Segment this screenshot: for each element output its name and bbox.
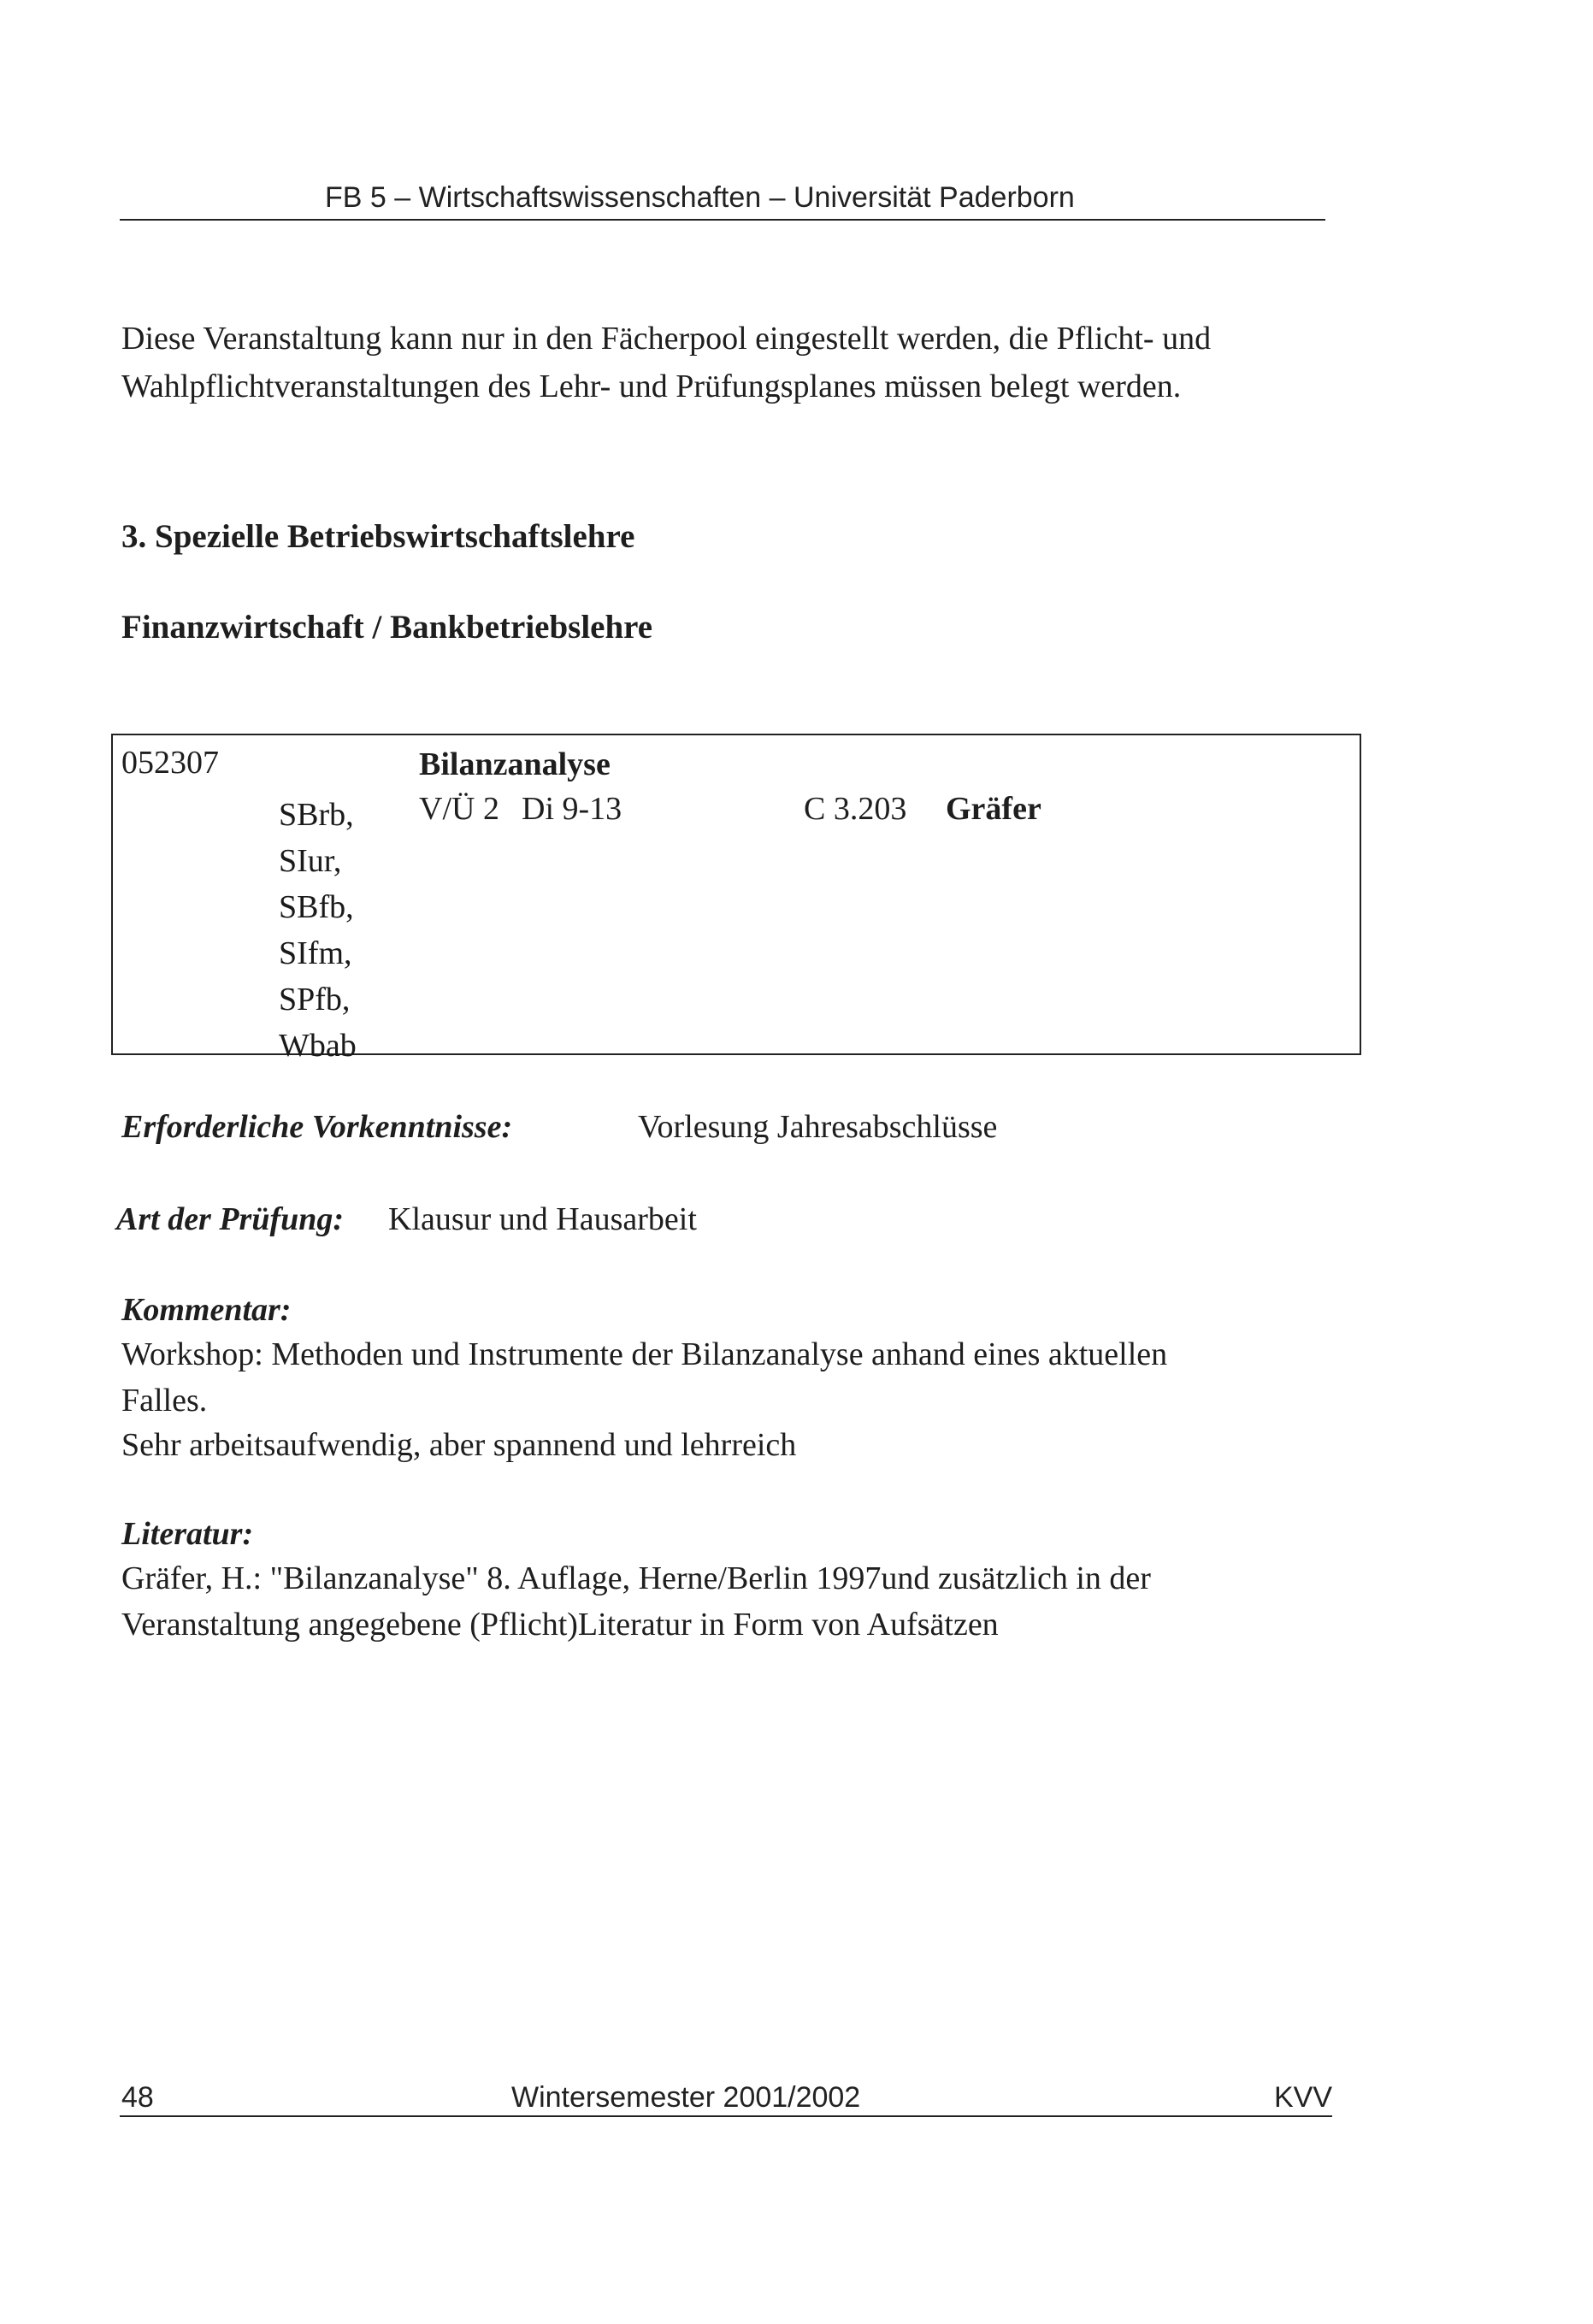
comment-label: Kommentar: <box>121 1292 292 1328</box>
page-header-title: FB 5 – Wirtschaftswissenschaften – Universität Paderborn <box>325 181 1075 214</box>
prerequisites-value: Vorlesung Jahresabschlüsse <box>638 1109 998 1145</box>
comment-line-2: Falles. <box>121 1383 208 1419</box>
section-subheading: Finanzwirtschaft / Bankbetriebslehre <box>121 609 653 646</box>
course-title: Bilanzanalyse <box>419 746 611 782</box>
literature-line-1: Gräfer, H.: "Bilanzanalyse" 8. Auflage, Herne/Berlin 1997und zusätzlich in der <box>121 1560 1151 1596</box>
footer-semester: Wintersemester 2001/2002 <box>511 2081 861 2114</box>
course-lecturer: Gräfer <box>946 791 1041 827</box>
exam-label: Art der Prüfung: <box>116 1201 345 1237</box>
prerequisites-label: Erforderliche Vorkenntnisse: <box>121 1109 513 1145</box>
course-code: SPfb, <box>279 982 351 1017</box>
course-time: Di 9-13 <box>522 791 622 827</box>
course-type: V/Ü 2 <box>419 791 499 827</box>
course-code-list <box>279 792 357 1069</box>
course-code: SBfb, <box>279 889 354 925</box>
course-code: Wbab <box>279 1028 357 1064</box>
comment-line-3: Sehr arbeitsaufwendig, aber spannend und lehrreich <box>121 1427 797 1463</box>
course-code: SIfm, <box>279 935 352 971</box>
exam-value: Klausur und Hausarbeit <box>388 1201 697 1237</box>
section-heading: 3. Spezielle Betriebswirtschaftslehre <box>121 518 635 555</box>
literature-line-2: Veranstaltung angegebene (Pflicht)Literatur in Form von Aufsätzen <box>121 1607 999 1643</box>
intro-line-1: Diese Veranstaltung kann nur in den Fächerpool eingestellt werden, die Pflicht- und <box>121 321 1212 357</box>
course-room: C 3.203 <box>804 791 907 827</box>
footer-rule <box>120 2115 1332 2117</box>
footer-page-number: 48 <box>121 2081 154 2114</box>
comment-line-1: Workshop: Methoden und Instrumente der Bilanzanalyse anhand eines aktuellen <box>121 1336 1168 1372</box>
course-code: SIur, <box>279 843 342 879</box>
literature-label: Literatur: <box>121 1516 254 1552</box>
course-number: 052307 <box>121 745 219 781</box>
header-rule <box>120 219 1325 221</box>
footer-org: KVV <box>1274 2081 1333 2114</box>
intro-line-2: Wahlpflichtveranstaltungen des Lehr- und Prüfungsplanes müssen belegt werden. <box>121 369 1182 404</box>
course-code: SBrb, <box>279 797 354 833</box>
